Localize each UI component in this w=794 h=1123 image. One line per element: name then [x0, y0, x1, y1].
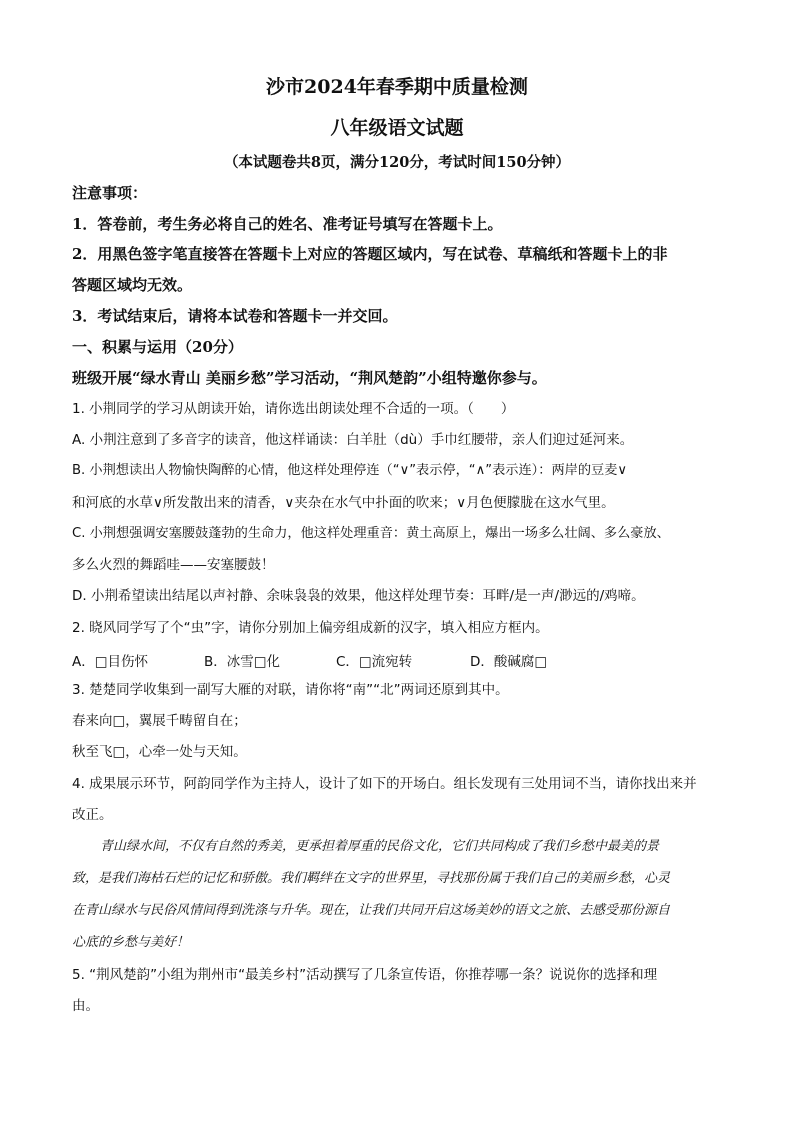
q4-passage-line1: 青山绿水间，不仅有自然的秀美，更承担着厚重的民俗文化，它们共同构成了我们乡愁中最美的景 [100, 839, 660, 854]
q4-passage-line4: 心底的乡愁与美好！ [72, 935, 190, 950]
q2-option-d: D．酸碱腐□ [470, 654, 548, 670]
q2-option-c: C．□流宛转 [336, 654, 413, 670]
section-1-heading: 一、积累与运用（20分） [72, 338, 243, 356]
q2-stem: 2. 晓风同学写了个“虫”字，请你分别加上偏旁组成新的汉字，填入相应方框内。 [72, 620, 549, 636]
q4-passage-line2: 致，是我们海枯石烂的记忆和骄傲。我们羁绊在文字的世界里，寻找那份属于我们自己的美丽乡愁，心灵 [72, 871, 671, 886]
exam-subtitle: 八年级语文试题 [330, 117, 464, 139]
q1-option-a: A. 小荆注意到了多音字的读音，他这样诵读：白羊肚（dù）手巾红腰带，亲人们迎过延河来。 [72, 432, 634, 448]
q1-option-c-line1: C. 小荆想强调安塞腰鼓蓬勃的生命力，他这样处理重音：黄土高原上，爆出一场多么壮阔、多么豪放、 [72, 526, 670, 541]
q1-stem: 1. 小荆同学的学习从朗读开始，请你选出朗读处理不合适的一项。（ ） [72, 401, 515, 417]
notice-item-2b: 答题区域均无效。 [72, 276, 193, 294]
notice-item-2a: 2．用黑色签字笔直接答在答题卡上对应的答题区域内，写在试卷、草稿纸和答题卡上的非 [72, 245, 668, 263]
q1-option-b-line2: 和河底的水草∨所发散出来的清香，∨夹杂在水气中扑面的吹来；∨月色便朦胧在这水气里。 [72, 495, 615, 511]
q5-stem-line2: 由。 [72, 998, 99, 1014]
q3-couplet-line1: 春来向□，翼展千畴留自在； [72, 713, 247, 729]
q1-option-d: D. 小荆希望读出结尾以声衬静、余味袅袅的效果，他这样处理节奏：耳畔/是一声/渺远的/鸡啼。 [72, 588, 645, 604]
q4-stem-line2: 改正。 [72, 807, 113, 823]
q2-option-b: B．冰雪□化 [204, 654, 281, 670]
q3-couplet-line2: 秋至飞□，心牵一处与天知。 [72, 744, 247, 760]
q1-option-c-line2: 多么火烈的舞蹈哇——安塞腰鼓！ [72, 557, 275, 573]
q3-stem: 3. 楚楚同学收集到一副写大雁的对联，请你将“南”“北”两词还原到其中。 [72, 682, 509, 698]
notice-item-1: 1．答卷前，考生务必将自己的姓名、准考证号填写在答题卡上。 [72, 215, 503, 233]
notice-heading: 注意事项： [72, 184, 148, 202]
q5-stem-line1: 5. “荆风楚韵”小组为荆州市“最美乡村”活动撰写了几条宣传语，你推荐哪一条？说说你的选择和理 [72, 967, 658, 983]
q4-stem-line1: 4. 成果展示环节，阿韵同学作为主持人，设计了如下的开场白。组长发现有三处用词不当，请你找出来并 [72, 776, 697, 792]
exam-title: 沙市2024年春季期中质量检测 [266, 76, 528, 98]
q4-passage-line3: 在青山绿水与民俗风情间得到洗涤与升华。现在，让我们共同开启这场美妙的语文之旅、去感受那份源自 [72, 903, 671, 918]
q1-option-b-line1: B. 小荆想读出人物愉快陶醉的心情，他这样处理停连（“∨”表示停，“∧”表示连）：两岸的豆麦∨ [72, 463, 628, 478]
section-1-intro: 班级开展“绿水青山 美丽乡愁”学习活动，“荆风楚韵”小组特邀你参与。 [72, 369, 547, 387]
exam-info: （本试题卷共8页，满分120分，考试时间150分钟） [223, 154, 571, 171]
notice-item-3: 3．考试结束后，请将本试卷和答题卡一并交回。 [72, 307, 398, 325]
q2-option-a: A．□目伤怀 [72, 654, 148, 670]
